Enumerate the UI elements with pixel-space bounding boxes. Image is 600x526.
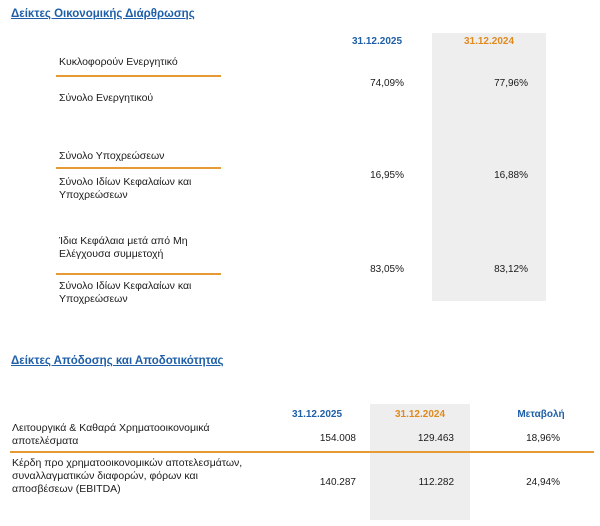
ratio3-value-2025: 83,05% (370, 264, 404, 275)
ratio1-fraction-line (56, 75, 221, 77)
ratio1-numerator: Κυκλοφορούν Ενεργητικό (59, 56, 178, 68)
section1-2024-shade (432, 33, 546, 301)
ratio2-value-2024: 16,88% (494, 170, 528, 181)
section2-title: Δείκτες Απόδοσης και Αποδοτικότητας (11, 355, 224, 367)
ratio3-fraction-line (56, 273, 221, 275)
ratio3-numerator: Ίδια Κεφάλαια μετά από Μη Ελέγχουσα συμμετοχή (59, 235, 188, 260)
section2-header-2024: 31.12.2024 (394, 409, 446, 420)
section1-header-2024: 31.12.2024 (463, 36, 515, 47)
perf1-label (12, 422, 262, 448)
ratio1-value-2024: 77,96% (494, 78, 528, 89)
ratio3-denominator: Σύνολο Ιδίων Κεφαλαίων και Υποχρεώσεων (59, 280, 192, 305)
ratio2-value-2025: 16,95% (370, 170, 404, 181)
perf1-label-text: Λειτουργικά & Καθαρά Χρηματοοικονομικά αποτελέσματα (12, 422, 210, 447)
section1-header-2025: 31.12.2025 (351, 36, 403, 47)
ratio1-value-2025: 74,09% (370, 78, 404, 89)
ratio1-denominator: Σύνολο Ενεργητικού (59, 92, 154, 104)
perf2-value-change: 24,94% (526, 477, 560, 488)
ratio3-value-2024: 83,12% (494, 264, 528, 275)
ratio2-fraction-line (56, 167, 221, 169)
ratio2-numerator: Σύνολο Υποχρεώσεων (59, 150, 165, 162)
perf2-value-2025: 140.287 (319, 477, 356, 488)
section1-title: Δείκτες Οικονομικής Διάρθρωσης (11, 8, 195, 20)
perf1-value-2025: 154.008 (319, 433, 356, 444)
perf-row-divider (10, 451, 594, 453)
perf2-label: Κέρδη προ χρηματοοικονομικών αποτελεσμάτων, συναλλαγματικών διαφορών, φόρων και αποσβέσεων (EBITDA) (12, 457, 243, 495)
perf1-value-change: 18,96% (526, 433, 560, 444)
perf1-value-2024: 129.463 (417, 433, 454, 444)
ratio2-denominator: Σύνολο Ιδίων Κεφαλαίων και Υποχρεώσεων (59, 176, 192, 201)
section2-2024-shade (370, 404, 470, 520)
perf2-value-2024: 112.282 (418, 477, 454, 488)
section2-header-2025: 31.12.2025 (291, 409, 343, 420)
section2-header-change: Μεταβολή (517, 409, 565, 420)
